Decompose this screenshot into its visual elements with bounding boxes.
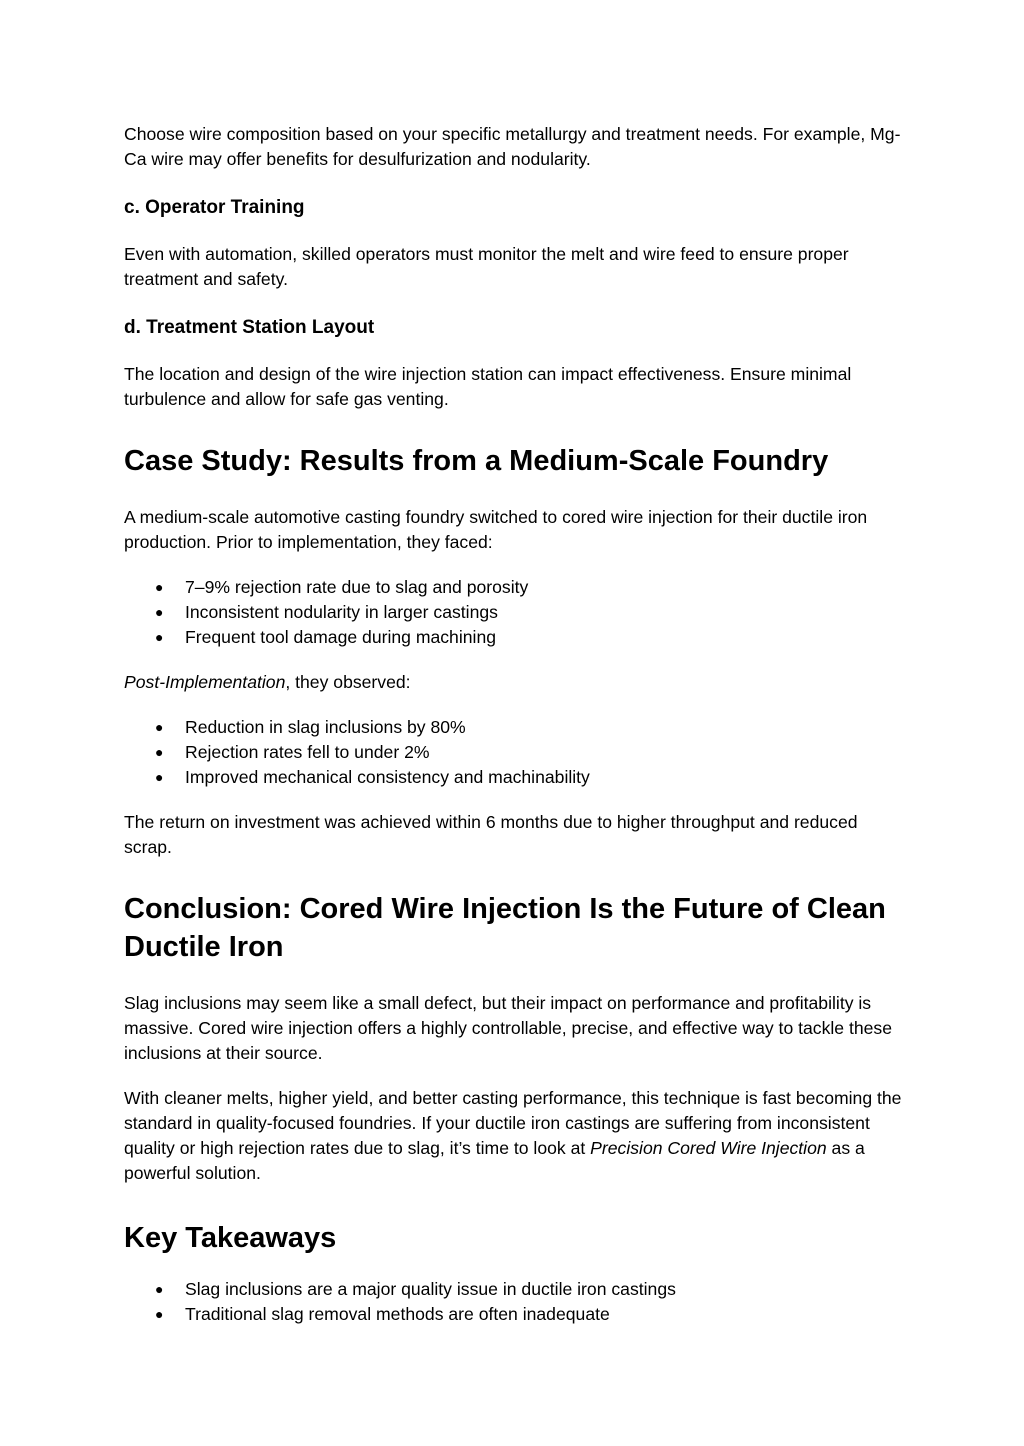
bullet-icon: ● bbox=[155, 768, 164, 785]
station-layout-paragraph: The location and design of the wire injection station can impact effectiveness. Ensure minimal turbulence and allow for safe gas venting. bbox=[124, 364, 852, 409]
list-item: ● Slag inclusions are a major quality issue in ductile iron castings bbox=[124, 1277, 904, 1302]
precision-cored-wire-emphasis: Precision Cored Wire Injection bbox=[590, 1137, 827, 1158]
post-implementation-paragraph: Post-Implementation, they observed: bbox=[124, 671, 411, 692]
intro-paragraph: Choose wire composition based on your specific metallurgy and treatment needs. For example, Mg-Ca wire may offer benefits for desulfurization and nodularity. bbox=[124, 124, 901, 169]
case-study-paragraph: A medium-scale automotive casting foundry switched to cored wire injection for their ductile iron production. Prior to implementation, they faced: bbox=[124, 506, 868, 552]
list-item: ● Traditional slag removal methods are often inadequate bbox=[124, 1302, 904, 1327]
conclusion-paragraph-2: With cleaner melts, higher yield, and better casting performance, this technique is fast becoming the standard in quality-focused foundries. If your ductile iron castings are suffering from inconsistent quality or high rejection rates due to slag, it’s time to look at Precision Cored Wire Injection as a powerful solution. bbox=[124, 1087, 902, 1183]
bullet-icon: ● bbox=[155, 628, 164, 645]
list-item: ● 7–9% rejection rate due to slag and porosity bbox=[124, 575, 904, 600]
operator-training-heading: c. Operator Training bbox=[124, 197, 305, 218]
bullet-icon: ● bbox=[155, 743, 164, 760]
bullet-icon: ● bbox=[155, 603, 164, 620]
post-implementation-emphasis: Post-Implementation bbox=[124, 671, 286, 692]
bullet-icon: ● bbox=[155, 718, 164, 735]
before-list bbox=[124, 575, 904, 650]
bullet-icon: ● bbox=[155, 1281, 164, 1297]
after-list bbox=[124, 715, 904, 790]
operator-training-paragraph: Even with automation, skilled operators must monitor the melt and wire feed to ensure proper treatment and safety. bbox=[124, 244, 849, 289]
case-study-heading: Case Study: Results from a Medium-Scale Foundry bbox=[124, 445, 829, 477]
list-item: ● Frequent tool damage during machining bbox=[124, 625, 904, 650]
station-layout-heading: d. Treatment Station Layout bbox=[124, 317, 375, 338]
list-item: ● Inconsistent nodularity in larger castings bbox=[124, 600, 904, 625]
roi-paragraph: The return on investment was achieved within 6 months due to higher throughput and reduced scrap. bbox=[124, 811, 858, 857]
bullet-icon: ● bbox=[155, 578, 164, 595]
list-item: ● Reduction in slag inclusions by 80% bbox=[124, 715, 904, 740]
takeaways-list bbox=[124, 1277, 904, 1327]
list-item: ● Rejection rates fell to under 2% bbox=[124, 740, 904, 765]
list-item: ● Improved mechanical consistency and machinability bbox=[124, 765, 904, 790]
conclusion-paragraph-1: Slag inclusions may seem like a small defect, but their impact on performance and profitability is massive. Cored wire injection offers a highly controllable, precise, and effective way to tackle these inclusions at their source. bbox=[124, 992, 892, 1063]
document-page bbox=[124, 122, 904, 1327]
conclusion-heading: Conclusion: Cored Wire Injection Is the Future of Clean Ductile Iron bbox=[124, 892, 886, 963]
bullet-icon: ● bbox=[155, 1306, 164, 1322]
key-takeaways-heading: Key Takeaways bbox=[124, 1221, 337, 1254]
